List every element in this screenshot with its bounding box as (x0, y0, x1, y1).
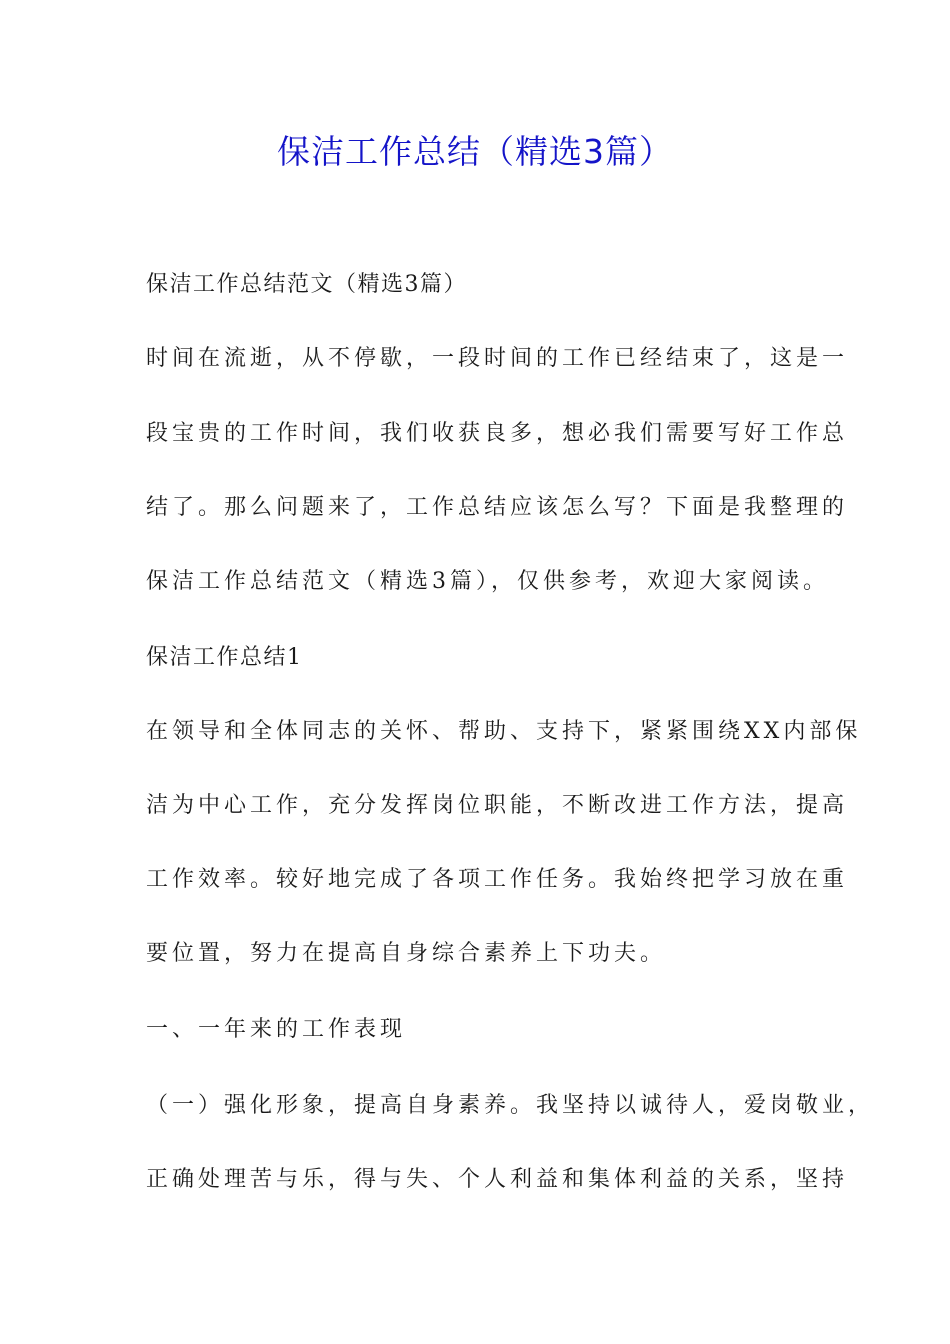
document-title: 保洁工作总结（精选3篇） (277, 132, 673, 171)
paragraph-line: （一）强化形象，提高自身素养。我坚持以诚待人，爱岗敬业， (146, 1093, 875, 1118)
section-heading: 保洁工作总结1 (146, 645, 303, 670)
paragraph-line: 要位置，努力在提高自身综合素养上下功夫。 (146, 941, 667, 966)
paragraph-line: 工作效率。较好地完成了各项工作任务。我始终把学习放在重 (146, 867, 849, 892)
paragraph-line: 结了。那么问题来了，工作总结应该怎么写？下面是我整理的 (146, 495, 849, 520)
paragraph-line: 时间在流逝，从不停歇，一段时间的工作已经结束了，这是一 (146, 346, 849, 371)
subtitle-line: 保洁工作总结范文（精选3篇） (146, 272, 467, 297)
paragraph-line: 段宝贵的工作时间，我们收获良多，想必我们需要写好工作总 (146, 421, 849, 446)
paragraph-line: 洁为中心工作，充分发挥岗位职能，不断改进工作方法，提高 (146, 793, 849, 818)
paragraph-line: 保洁工作总结范文（精选3篇），仅供参考，欢迎大家阅读。 (146, 569, 829, 594)
section-heading: 一、一年来的工作表现 (146, 1017, 407, 1042)
paragraph-line: 正确处理苦与乐，得与失、个人利益和集体利益的关系，坚持 (146, 1167, 849, 1192)
paragraph-line: 在领导和全体同志的关怀、帮助、支持下，紧紧围绕XX内部保 (146, 719, 862, 744)
